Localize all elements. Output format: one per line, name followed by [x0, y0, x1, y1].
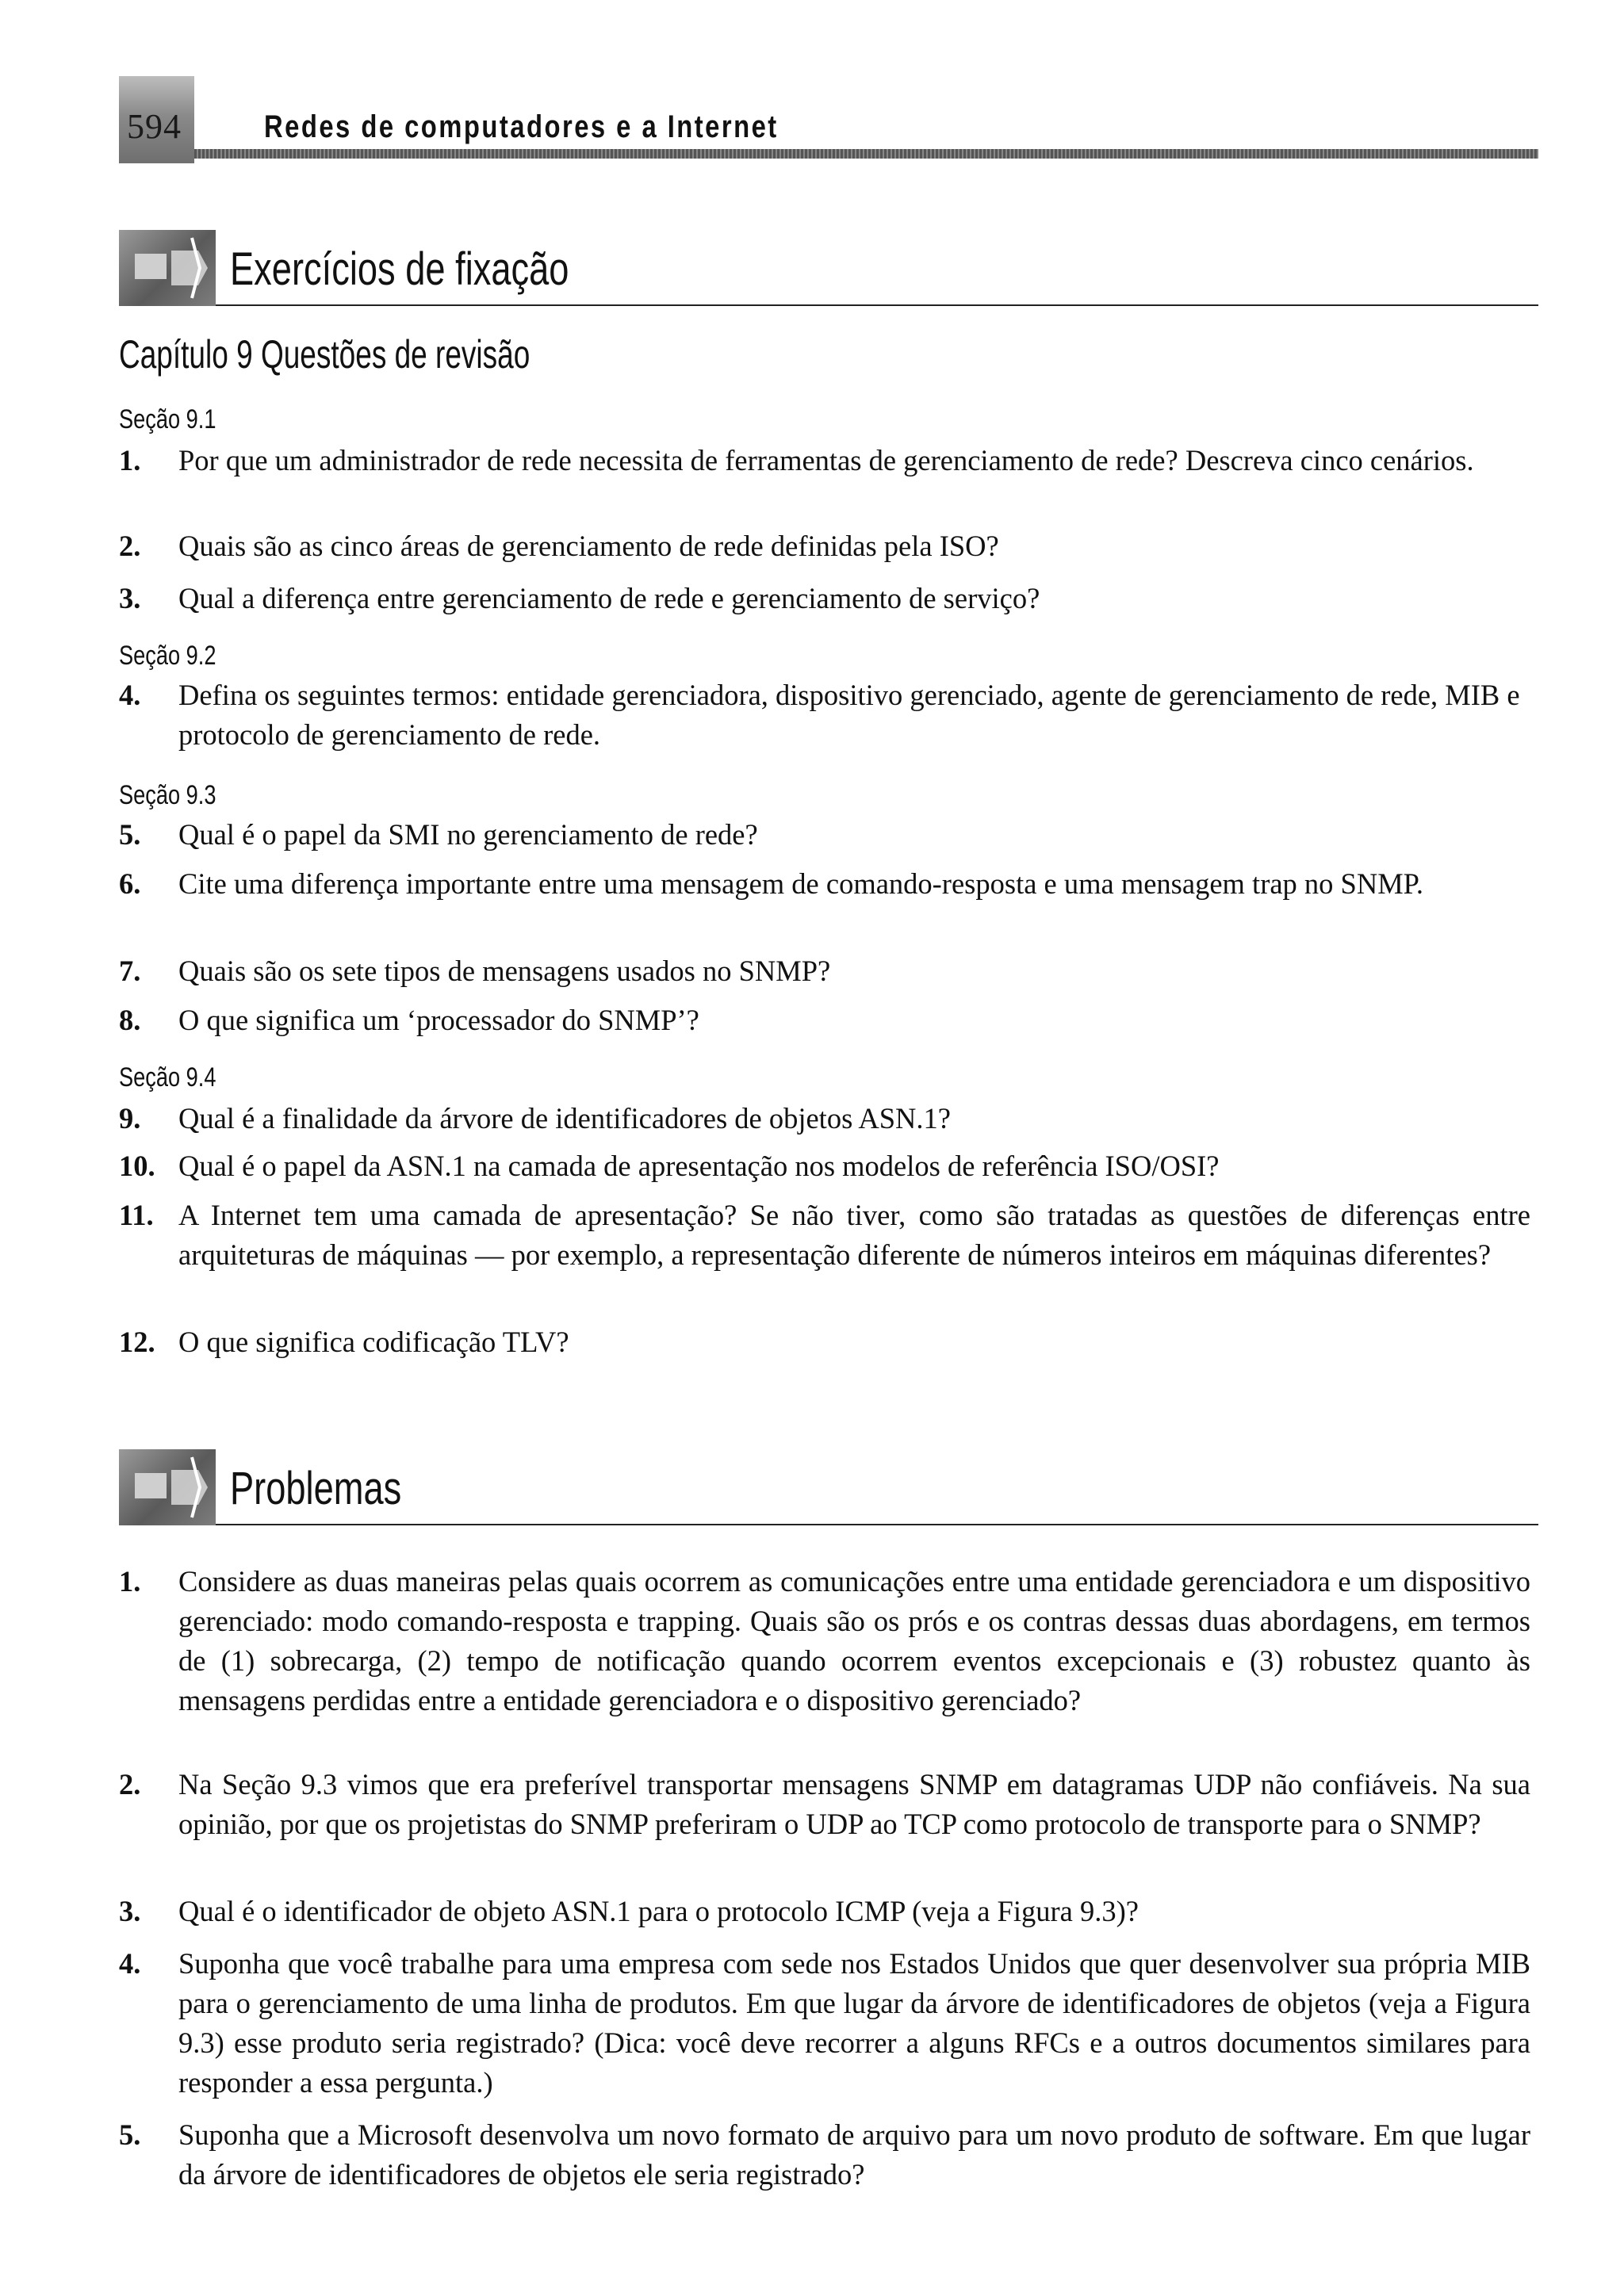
- problem-item: 1. Considere as duas maneiras pelas quais ocorrem as comunicações entre uma entidade gerenciadora e um dispositivo gerenciado: modo comando-resposta e trapping. Quais são os prós e os contras dessas duas abordagens, em termos de (1) sobrecarga, (2) tempo de notificação quando ocorrem eventos excepcionais e (3) robustez quanto às mensagens perdidas entre a entidade gerenciadora e o dispositivo gerenciado?: [119, 1565, 1530, 1716]
- problem-item: 4. Suponha que você trabalhe para uma empresa com sede nos Estados Unidos que quer desenvolver sua própria MIB para o gerenciamento de uma linha de produtos. Em que lugar da árvore de identificadores de objetos (veja a Figura 9.3) esse produto seria registrado? (Dica: você deve recorrer a alguns RFCs e a outros documentos similares para responder a essa pergunta.): [119, 1947, 1530, 2099]
- section-label: Seção 9.4: [119, 1062, 216, 1093]
- exercises-rule: [216, 304, 1538, 306]
- section-label: Seção 9.2: [119, 641, 216, 671]
- header-rule: [194, 149, 1538, 159]
- exercises-header: [119, 230, 1538, 306]
- problems-header: [119, 1449, 1538, 1525]
- question-item: 7. Quais são os sete tipos de mensagens usados no SNMP?: [119, 955, 831, 987]
- section-label: Seção 9.3: [119, 780, 216, 810]
- question-item: 3. Qual a diferença entre gerenciamento de rede e gerenciamento de serviço?: [119, 582, 1040, 614]
- exercises-title: Exercícios de fixação: [230, 243, 569, 295]
- problem-item: 2. Na Seção 9.3 vimos que era preferível transportar mensagens SNMP em datagramas UDP não confiáveis. Na sua opinião, por que os projetistas do SNMP preferiram o UDP ao TCP como protocolo de transporte para o SNMP?: [119, 1768, 1530, 1840]
- section-icon: [119, 1449, 216, 1525]
- question-item: 1. Por que um administrador de rede necessita de ferramentas de gerenciamento de rede? Descreva cinco cenários.: [119, 444, 1474, 476]
- page-number-box: [119, 76, 194, 163]
- chapter-heading: Capítulo 9 Questões de revisão: [119, 332, 530, 377]
- page-number: 594: [127, 107, 182, 146]
- problem-item: 3. Qual é o identificador de objeto ASN.1 para o protocolo ICMP (veja a Figura 9.3)?: [119, 1895, 1139, 1927]
- question-item: 4. Defina os seguintes termos: entidade gerenciadora, dispositivo gerenciado, agente de gerenciamento de rede, MIB e protocolo de gerenciamento de rede.: [119, 679, 1520, 751]
- problems-title: Problemas: [230, 1463, 402, 1514]
- question-item: 9. Qual é a finalidade da árvore de identificadores de objetos ASN.1?: [119, 1102, 951, 1135]
- page-header: [119, 76, 1538, 163]
- question-item: 12. O que significa codificação TLV?: [119, 1326, 569, 1358]
- section-label: Seção 9.1: [119, 404, 216, 434]
- question-item: 5. Qual é o papel da SMI no gerenciamento de rede?: [119, 818, 758, 851]
- question-item: 2. Quais são as cinco áreas de gerenciamento de rede definidas pela ISO?: [119, 530, 999, 562]
- question-item: 8. O que significa um ‘processador do SNMP’?: [119, 1004, 699, 1036]
- running-title: Redes de computadores e a Internet: [264, 109, 779, 144]
- question-item: 11. A Internet tem uma camada de apresentação? Se não tiver, como são tratadas as questões de diferenças entre arquiteturas de máquinas — por exemplo, a representação diferente de números inteiros em máquinas diferentes?: [119, 1199, 1530, 1271]
- question-item: 10. Qual é o papel da ASN.1 na camada de apresentação nos modelos de referência ISO/OSI?: [119, 1150, 1220, 1182]
- problems-rule: [216, 1524, 1538, 1525]
- section-icon: [119, 230, 216, 306]
- question-item: 6. Cite uma diferença importante entre uma mensagem de comando-resposta e uma mensagem trap no SNMP.: [119, 867, 1424, 900]
- problem-item: 5. Suponha que a Microsoft desenvolva um novo formato de arquivo para um novo produto de software. Em que lugar da árvore de identificadores de objetos ele seria registrado?: [119, 2118, 1530, 2191]
